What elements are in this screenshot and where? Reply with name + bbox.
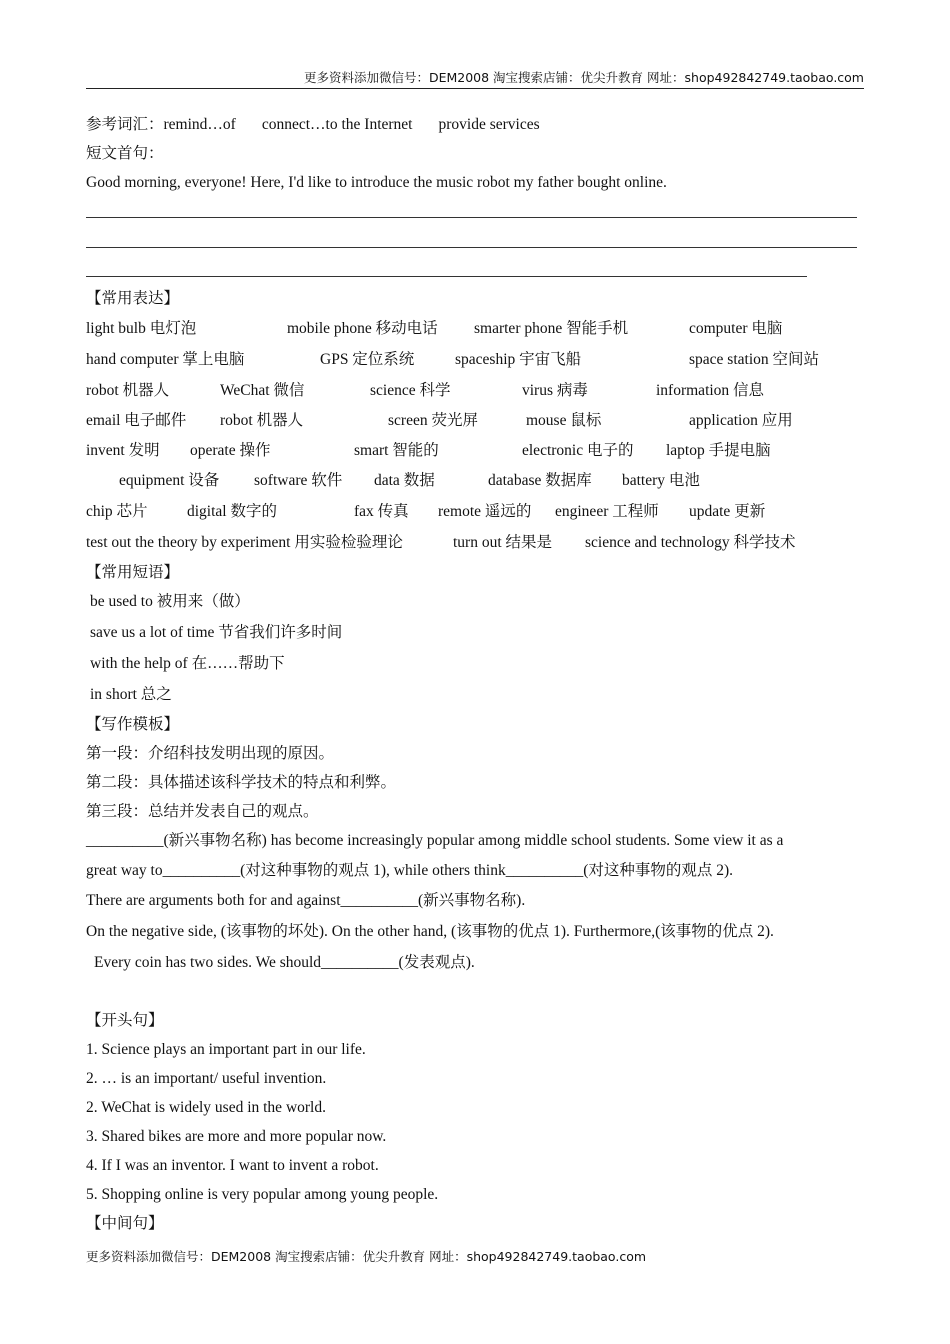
template-paragraph: 第二段：具体描述该科学技术的特点和利弊。 <box>86 774 397 791</box>
section-heading-phrases: 【常用短语】 <box>86 564 180 581</box>
vocab-item: digital 数字的 <box>187 503 277 520</box>
vocab-item: mobile phone 移动电话 <box>287 320 438 337</box>
template-text: There are arguments both for and against__________(新兴事物名称). <box>86 892 526 909</box>
template-paragraph: 第三段：总结并发表自己的观点。 <box>86 803 319 820</box>
vocab-item: test out the theory by experiment 用实验检验理论 <box>86 534 403 551</box>
section-heading-template: 【写作模板】 <box>86 716 180 733</box>
phrase-item: with the help of 在……帮助下 <box>90 655 285 672</box>
answer-line <box>86 217 857 218</box>
opening-sentence: 5. Shopping online is very popular among young people. <box>86 1186 439 1203</box>
vocab-item: chip 芯片 <box>86 503 148 520</box>
opening-sentence: 3. Shared bikes are more and more popular now. <box>86 1128 387 1145</box>
first-sentence-label: 短文首句： <box>86 145 164 162</box>
vocab-item: electronic 电子的 <box>522 442 634 459</box>
vocab-row <box>86 318 866 340</box>
vocab-item: update 更新 <box>689 503 766 520</box>
vocab-item: engineer 工程师 <box>555 503 659 520</box>
vocab-item: database 数据库 <box>488 472 592 489</box>
vocab-item: robot 机器人 <box>220 412 304 429</box>
vocab-item: science 科学 <box>370 382 451 399</box>
vocab-item: science and technology 科学技术 <box>585 534 796 551</box>
opening-sentence: 2. WeChat is widely used in the world. <box>86 1099 326 1116</box>
section-heading-opening: 【开头句】 <box>86 1012 164 1029</box>
vocab-item: remote 遥远的 <box>438 503 532 520</box>
vocab-item: virus 病毒 <box>522 382 588 399</box>
vocab-item: computer 电脑 <box>689 320 783 337</box>
template-paragraph: 第一段：介绍科技发明出现的原因。 <box>86 745 335 762</box>
vocab-item: operate 操作 <box>190 442 271 459</box>
vocab-item: smarter phone 智能手机 <box>474 320 629 337</box>
reference-word: provide services <box>438 116 540 133</box>
vocab-item: email 电子邮件 <box>86 412 187 429</box>
vocab-row <box>86 532 866 554</box>
vocab-item: invent 发明 <box>86 442 160 459</box>
section-heading-middle: 【中间句】 <box>86 1215 164 1232</box>
vocab-item: mouse 鼠标 <box>526 412 602 429</box>
vocab-item: GPS 定位系统 <box>320 351 415 368</box>
vocab-item: equipment 设备 <box>119 472 220 489</box>
page-header: 更多资料添加微信号：DEM2008 淘宝搜索店铺：优尖升教育 网址：shop492842749.taobao.com <box>86 68 864 89</box>
reference-word: connect…to the Internet <box>261 116 413 133</box>
vocab-row <box>86 410 866 432</box>
vocab-item: software 软件 <box>254 472 343 489</box>
vocab-row <box>86 440 866 462</box>
phrase-item: be used to 被用来（做） <box>90 593 250 610</box>
section-heading-expressions: 【常用表达】 <box>86 290 180 307</box>
vocab-item: application 应用 <box>689 412 793 429</box>
vocab-item: turn out 结果是 <box>453 534 553 551</box>
template-text: great way to__________(对这种事物的观点 1), while others think__________(对这种事物的观点 2). <box>86 862 734 879</box>
first-sentence: Good morning, everyone! Here, I'd like to introduce the music robot my father bought online. <box>86 174 667 191</box>
answer-line <box>86 247 857 248</box>
vocab-item: robot 机器人 <box>86 382 170 399</box>
phrase-item: save us a lot of time 节省我们许多时间 <box>90 624 343 641</box>
vocab-item: screen 荧光屏 <box>388 412 478 429</box>
template-text: __________(新兴事物名称) has become increasingly popular among middle school students. Some view it as a <box>86 832 784 849</box>
reference-vocab-line <box>86 114 540 136</box>
vocab-item: data 数据 <box>374 472 435 489</box>
opening-sentence: 1. Science plays an important part in our life. <box>86 1041 366 1058</box>
opening-sentence: 2. … is an important/ useful invention. <box>86 1070 327 1087</box>
phrase-item: in short 总之 <box>90 686 172 703</box>
vocab-item: battery 电池 <box>622 472 700 489</box>
opening-sentence: 4. If I was an inventor. I want to invent a robot. <box>86 1157 379 1174</box>
template-text: On the negative side, (该事物的坏处). On the other hand, (该事物的优点 1). Furthermore,(该事物的优点 2). <box>86 923 774 940</box>
reference-word: remind…of <box>163 116 236 133</box>
vocab-row <box>86 349 866 371</box>
reference-label: 参考词汇： <box>86 116 164 133</box>
vocab-item: space station 空间站 <box>689 351 820 368</box>
vocab-item: laptop 手提电脑 <box>666 442 771 459</box>
vocab-row <box>86 470 866 492</box>
vocab-item: WeChat 微信 <box>220 382 305 399</box>
vocab-item: hand computer 掌上电脑 <box>86 351 245 368</box>
vocab-item: fax 传真 <box>354 503 409 520</box>
vocab-row <box>86 380 866 402</box>
vocab-item: smart 智能的 <box>354 442 439 459</box>
answer-line <box>86 276 807 277</box>
vocab-item: light bulb 电灯泡 <box>86 320 197 337</box>
vocab-item: spaceship 宇宙飞船 <box>455 351 582 368</box>
vocab-row <box>86 501 866 523</box>
template-text: Every coin has two sides. We should__________(发表观点). <box>94 954 475 971</box>
page-footer: 更多资料添加微信号：DEM2008 淘宝搜索店铺：优尖升教育 网址：shop492842749.taobao.com <box>86 1249 647 1264</box>
vocab-item: information 信息 <box>656 382 765 399</box>
